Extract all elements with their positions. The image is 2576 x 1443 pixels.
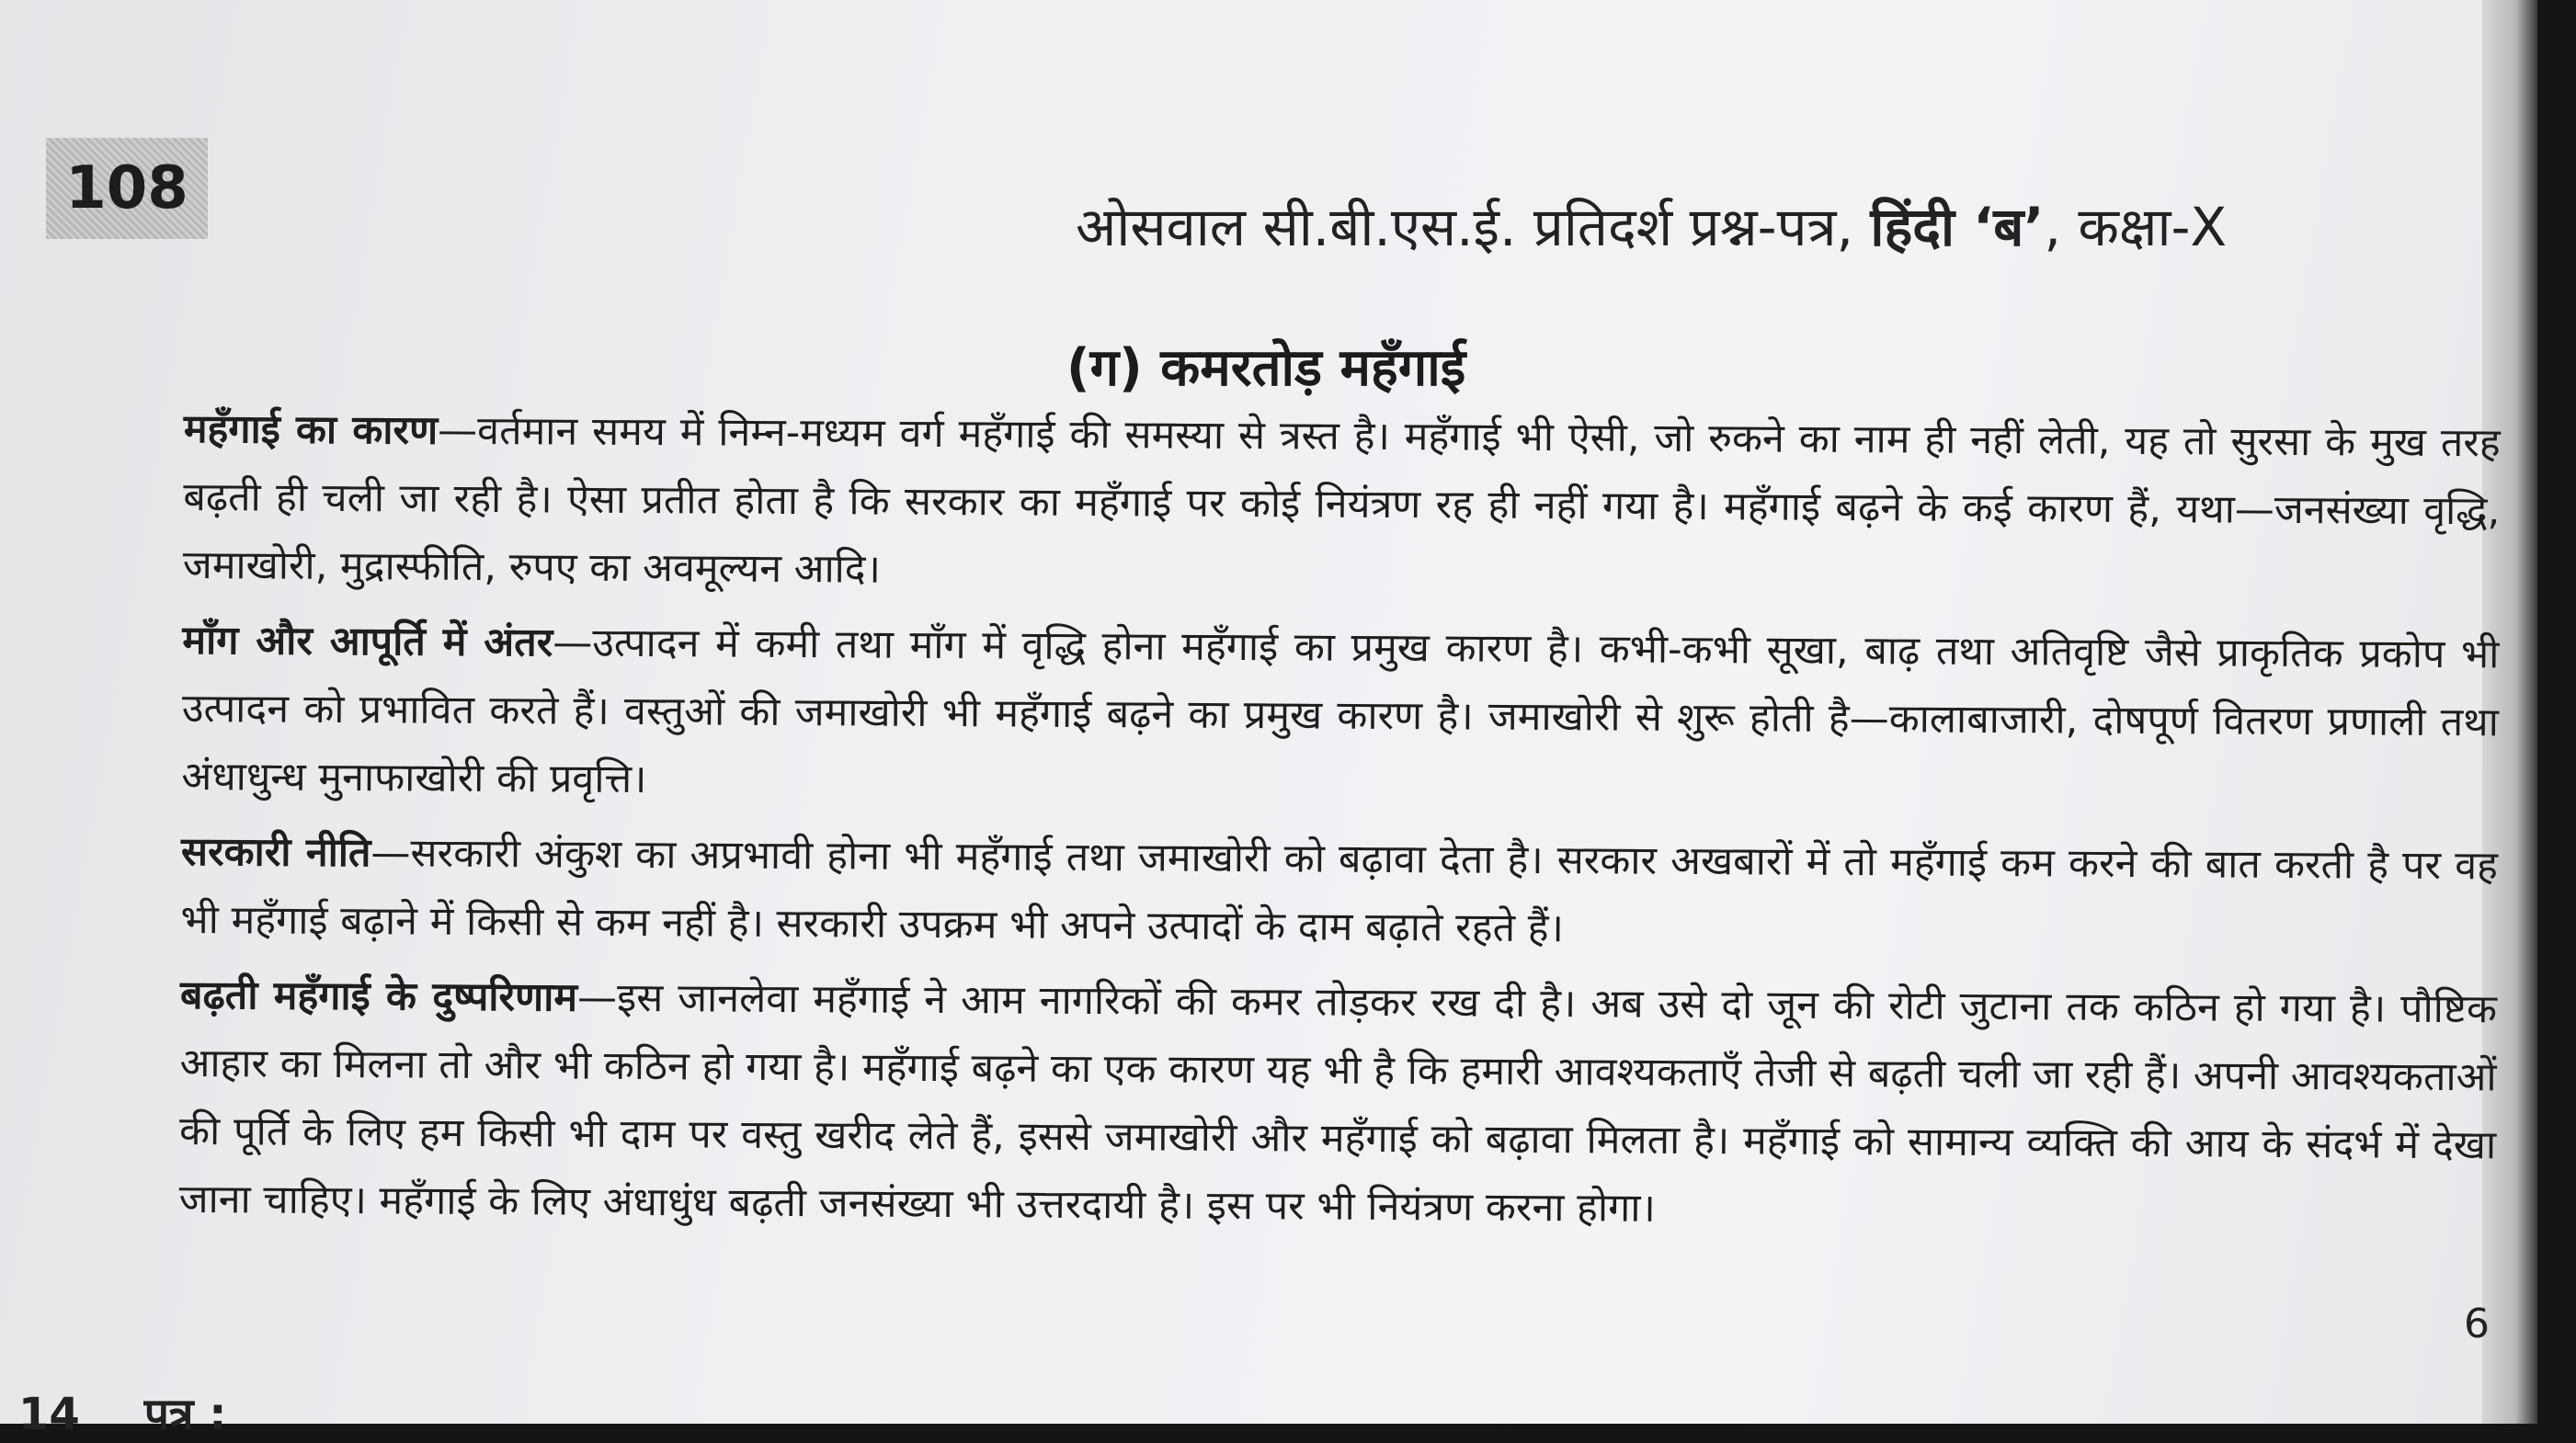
paragraph-heading: सरकारी नीति [180,828,371,877]
essay-body [178,395,2501,1247]
paragraph-consequences [178,961,2497,1247]
section-title: (ग) कमरतोड़ महँगाई [1066,338,1466,398]
paragraph-cause [183,395,2501,613]
page-footer [18,1383,226,1443]
paragraph-text: —इस जानलेवा महँगाई ने आम नागरिकों की कमर तोड़कर रख दी है। अब उसे दो जून की रोटी जुटाना तक कठिन हो गया है। पौष्टिक आहार का मिलना तो और भी कठिन हो गया है। महँगाई बढ़ने का एक कारण यह भी है कि हमारी आवश्यकताएँ तेजी से बढ़ती चली जा रही हैं। अपनी आवश्यकताओं की पूर्ति के लिए हम किसी भी दाम पर वस्तु खरीद लेते हैं, इससे जमाखोरी और महँगाई को बढ़ावा मिलता है। महँगाई को सामान्य व्यक्ति की आय के संदर्भ में देखा जाना चाहिए। महँगाई के लिए अंधाधुंध बढ़ती जनसंख्या भी उत्तरदायी है। इस पर भी नियंत्रण करना होगा। [178,974,2498,1232]
paragraph-heading: माँग और आपूर्ति में अंतर [182,617,553,666]
paragraph-text: —सरकारी अंकुश का अप्रभावी होना भी महँगाई तथा जमाखोरी को बढ़ावा देता है। सरकार अखबारों में तो महँगाई कम करने की बात करती है पर वह भी महँगाई बढ़ाने में किसी से कम नहीं है। सरकारी उपक्रम भी अपने उत्पादों के दाम बढ़ाते रहते हैं। [180,830,2499,952]
paragraph-heading: बढ़ती महँगाई के दुष्परिणाम [179,971,578,1021]
paragraph-heading: महँगाई का कारण [183,405,439,454]
page-number-badge [46,138,208,239]
paragraph-text: —वर्तमान समय में निम्न-मध्यम वर्ग महँगाई की समस्या से त्रस्त है। महँगाई भी ऐसी, जो रुकने का नाम ही नहीं लेती, यह तो सुरसा के मुख तरह बढ़ती ही चली जा रही है। ऐसा प्रतीत होता है कि सरकार का महँगाई पर कोई नियंत्रण रह ही नहीं गया है। महँगाई बढ़ने के कई कारण हैं, यथा—जनसंख्या वृद्धि, जमाखोरी, मुद्रास्फीति, रुपए का अवमूल्यन आदि। [182,407,2501,593]
paragraph-text: —उत्पादन में कमी तथा माँग में वृद्धि होना महँगाई का प्रमुख कारण है। कभी-कभी सूखा, बाढ़ तथा अतिवृष्टि जैसे प्राकृतिक प्रकोप भी उत्पादन को प्रभावित करते हैं। वस्तुओं की जमाखोरी भी महँगाई बढ़ने का प्रमुख कारण है। जमाखोरी से शुरू होती है—कालाबाजारी, दोषपूर्ण वितरण प्रणाली तथा अंधाधुन्ध मुनाफाखोरी की प्रवृत्ति। [181,619,2500,803]
running-header-class: , कक्षा-X [2044,196,2228,258]
paragraph-demand-supply [181,607,2499,824]
running-header [1076,188,2227,261]
footer-number: 14 [18,1389,80,1440]
running-header-prefix: ओसवाल सी.बी.एस.ई. प्रतिदर्श प्रश्न-पत्र, [1076,196,1871,258]
running-header-subject: हिंदी ‘ब’ [1870,196,2045,258]
page-number: 108 [65,154,188,222]
footer-label: पत्र : [143,1389,227,1440]
paragraph-government-policy [180,818,2498,968]
marks-value: 6 [2464,1301,2490,1347]
